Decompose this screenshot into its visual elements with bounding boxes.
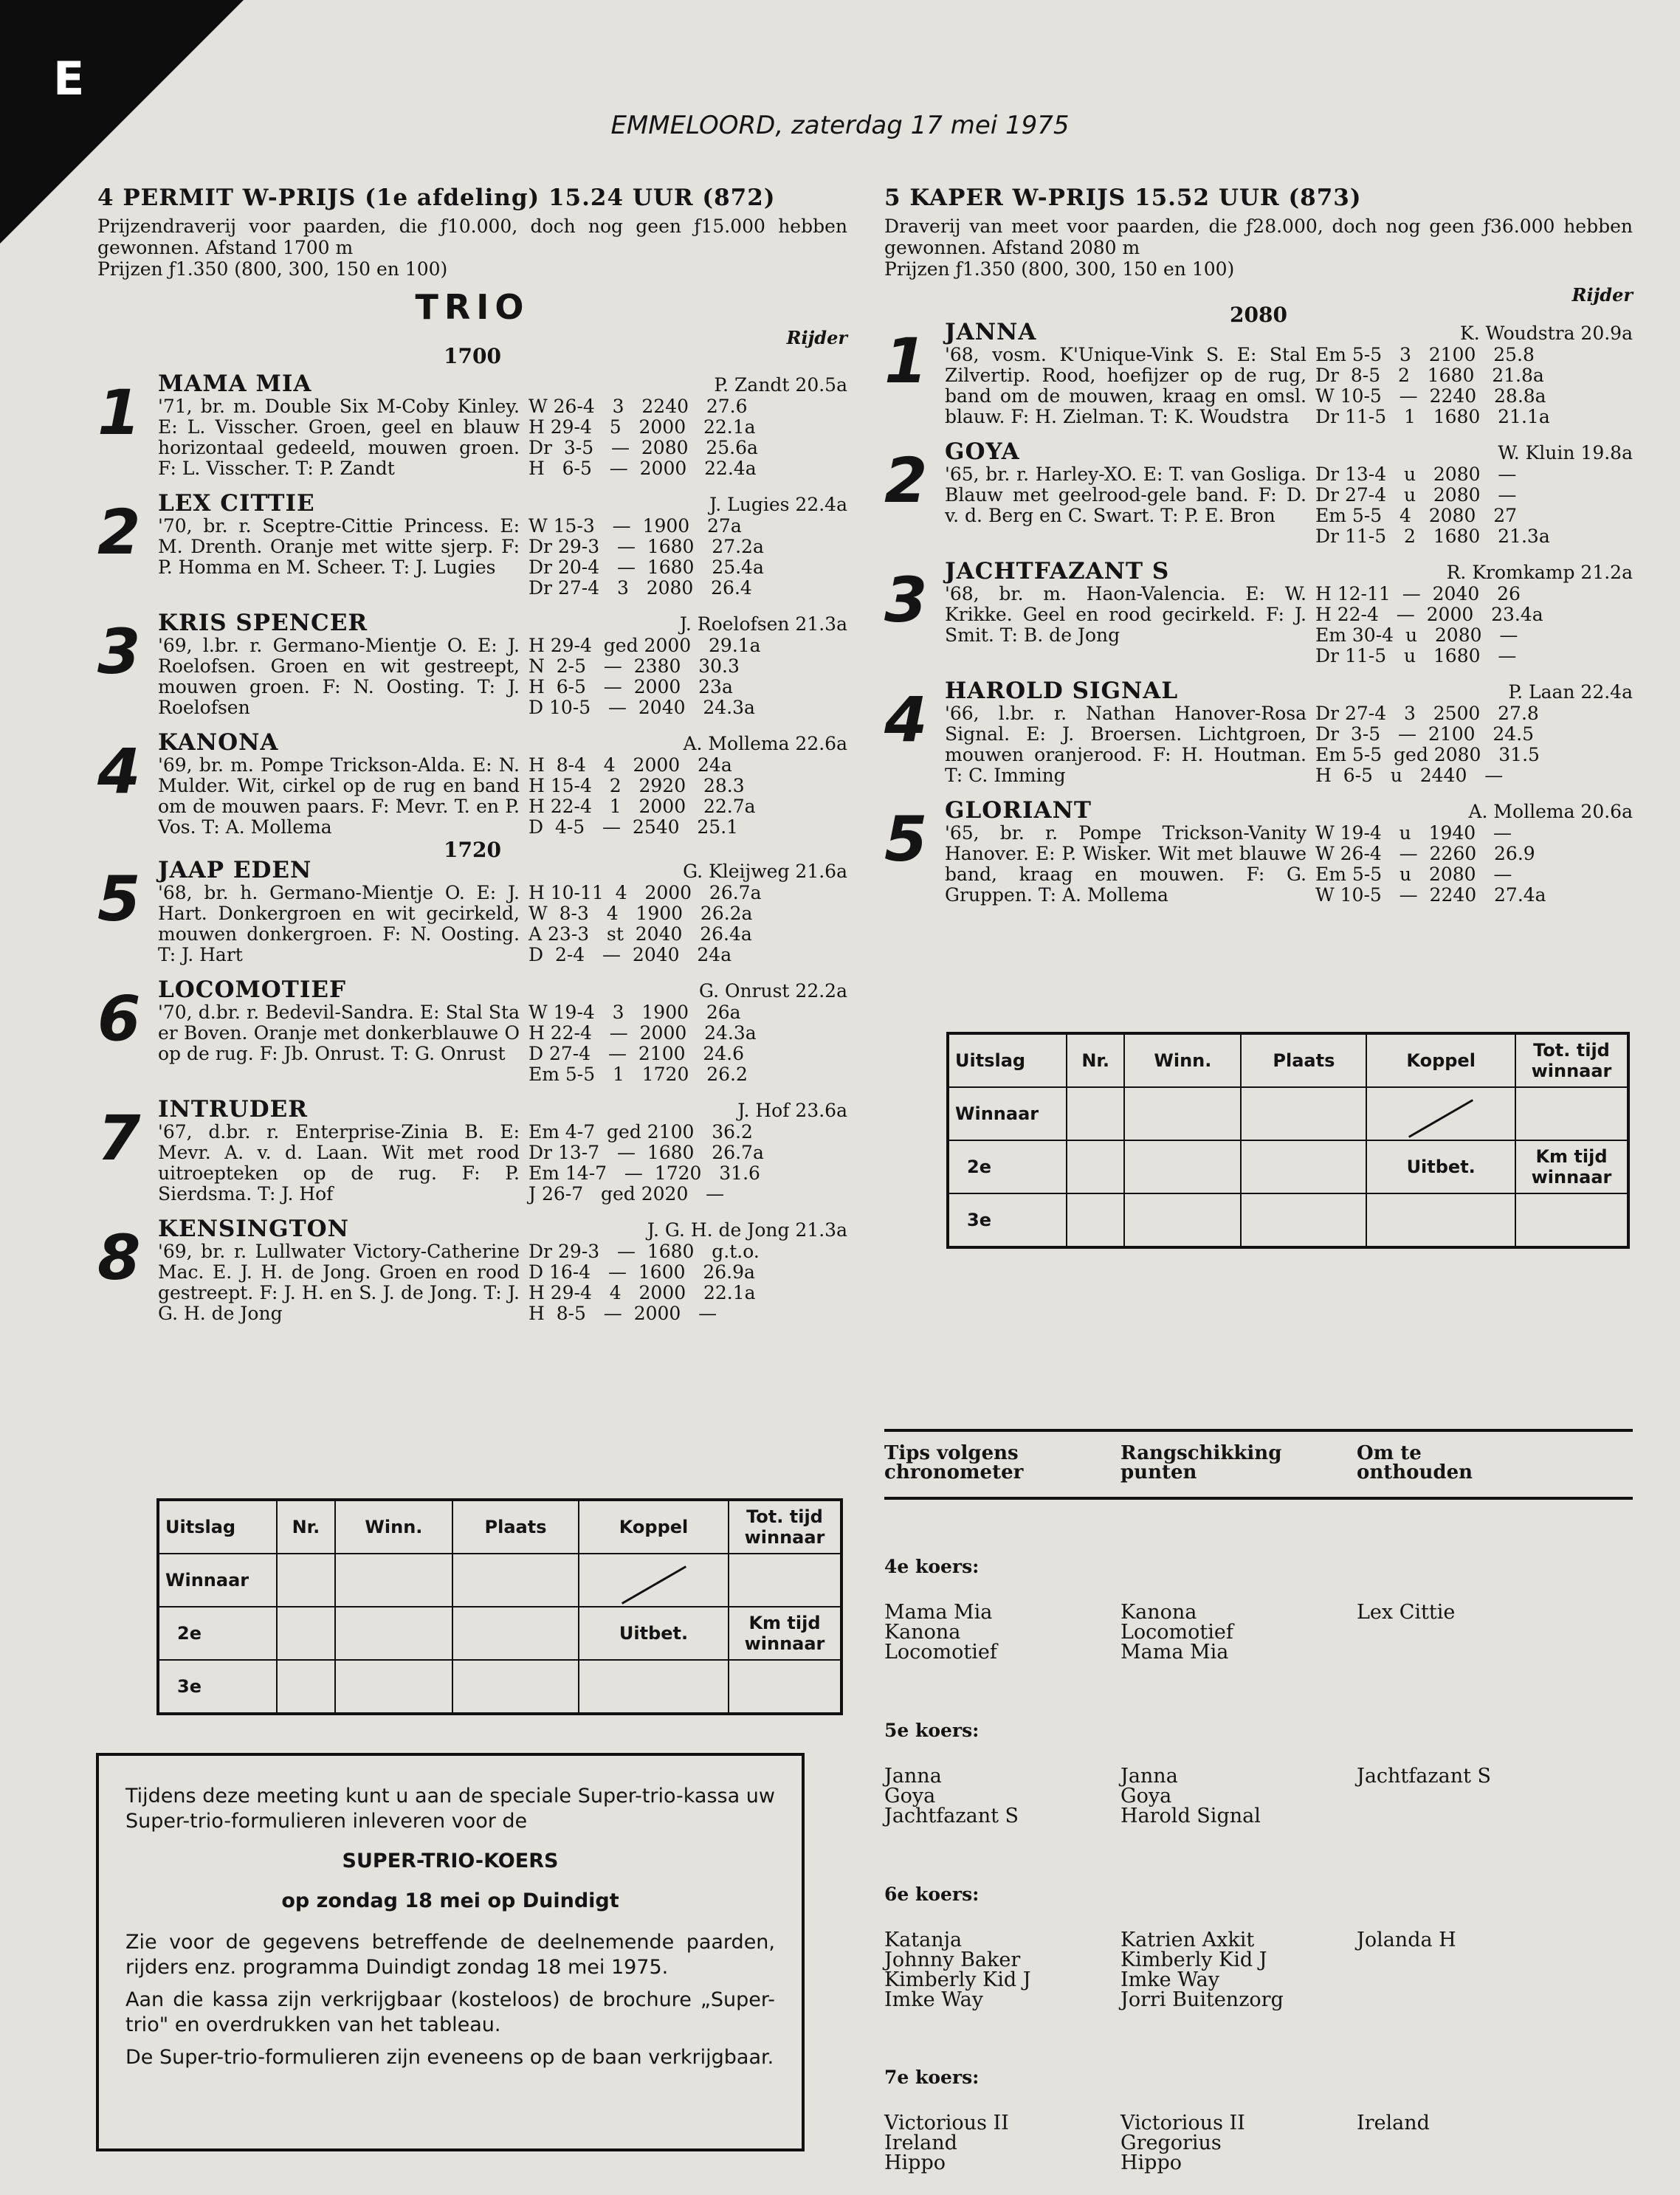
- cell: [277, 1660, 335, 1714]
- horse-entry: [884, 559, 1633, 666]
- horse-description: '65, br. r. Harley-XO. E: T. van Gosliga. Blauw met geelrood-gele band. F: D. v. d. Berg en C. Swart. T: P. E. Bron: [945, 464, 1307, 526]
- row-3e: 3e: [948, 1193, 1067, 1247]
- koers-label: 7e koers:: [884, 2067, 980, 2088]
- tip-horse: Mama Mia: [884, 1601, 993, 1624]
- tip-horse: Imke Way: [1120, 1968, 1219, 1991]
- koppel-slash: [1366, 1087, 1515, 1140]
- tips-column: [1357, 2113, 1430, 2173]
- tip-horse: Hippo: [1120, 2151, 1182, 2174]
- entry-number: 5: [884, 803, 928, 875]
- rider: J. Lugies 22.4a: [709, 494, 847, 515]
- cell: [452, 1607, 579, 1660]
- horse-entry: [884, 678, 1633, 786]
- rider: G. Onrust 22.2a: [698, 980, 847, 1002]
- tip-horse: Hippo: [884, 2151, 946, 2174]
- entry-number: 4: [884, 683, 928, 756]
- rider: P. Laan 22.4a: [1508, 681, 1633, 703]
- cell: [1124, 1140, 1241, 1193]
- col-plaats: Plaats: [452, 1500, 579, 1554]
- koers-label: 4e koers:: [884, 1556, 980, 1577]
- tip-horse: Kanona: [1120, 1601, 1197, 1624]
- rider: W. Kluin 19.8a: [1498, 442, 1633, 464]
- tip-horse: Harold Signal: [1120, 1805, 1261, 1827]
- cell: [277, 1607, 335, 1660]
- row-3e: 3e: [158, 1660, 277, 1714]
- race-5-description: Draverij van meet voor paarden, die ƒ28.000, doch nog geen ƒ36.000 hebben gewonnen. Afstand 2080 m: [884, 216, 1633, 258]
- col-nr: Nr.: [277, 1500, 335, 1554]
- super-trio-subtitle: op zondag 18 mei op Duindigt: [281, 1889, 619, 1912]
- horse-description: '66, l.br. r. Nathan Hanover-Rosa Signal. E: J. Broersen. Lichtgroen, mouwen oranjerood. F: H. Houtman. T: C. Imming: [945, 703, 1307, 786]
- tips-header: [884, 1429, 1633, 1482]
- uitbet-label: Uitbet.: [579, 1607, 729, 1660]
- tips-column: [1120, 1602, 1357, 1662]
- horse-name: LEX CITTIE: [158, 490, 315, 517]
- rider: A. Mollema 22.6a: [683, 733, 847, 754]
- horse-entry: [97, 730, 847, 838]
- horse-description: '70, d.br. r. Bedevil-Sandra. E: Stal Sta er Boven. Oranje met donkerblauwe O op de rug. F: Jb. Onrust. T: G. Onrust: [158, 1002, 520, 1064]
- tip-horse: Kimberly Kid J: [884, 1968, 1031, 1991]
- tip-horse: Victorious II: [884, 2112, 1009, 2134]
- tip-horse: Locomotief: [1120, 1621, 1233, 1644]
- race-5-title: 5 KAPER W-PRIJS 15.52 UUR (873): [884, 185, 1362, 211]
- rider: K. Woudstra 20.9a: [1460, 323, 1633, 344]
- recent-form: H 29-4 ged 2000 29.1a N 2-5 — 2380 30.3 H 6-5 — 2000 23a D 10-5 — 2040 24.3a: [529, 635, 761, 718]
- horse-name: JACHTFAZANT S: [945, 558, 1170, 585]
- horse-description: '69, br. m. Pompe Trickson-Alda. E: N. Mulder. Wit, cirkel op de rug en band om de mouwen paars. F: Mevr. T. en P. Vos. T: A. Mollema: [158, 754, 520, 838]
- horse-entry: [97, 977, 847, 1085]
- entry-number: 1: [97, 376, 141, 449]
- trio-label: TRIO: [415, 287, 530, 327]
- cell: [1515, 1087, 1628, 1140]
- koers-block: [884, 1884, 1633, 2010]
- col-winn: Winn.: [1124, 1033, 1241, 1087]
- super-trio-info: Zie voor de gegevens betreffende de deelnemende paarden, rijders enz. programma Duindigt zondag 18 mei 1975.: [125, 1931, 775, 1979]
- horse-description: '69, l.br. r. Germano-Mientje O. E: J. Roelofsen. Groen en wit gestreept, mouwen groen. F: N. Oosting. T: J. Roelofsen: [158, 635, 520, 718]
- horse-description: '71, br. m. Double Six M-Coby Kinley. E: L. Visscher. Groen, geel en blauw horizontaal gedeeld, mouwen groen. F: L. Visscher. T: P. Zandt: [158, 396, 520, 479]
- cell: [277, 1554, 335, 1607]
- recent-form: Dr 29-3 — 1680 g.t.o. D 16-4 — 1600 26.9a H 29-4 4 2000 22.1a H 8-5 — 2000 —: [529, 1241, 760, 1324]
- km-tijd-label: Km tijd winnaar: [1515, 1140, 1628, 1193]
- horse-entry: [97, 610, 847, 718]
- horse-name: INTRUDER: [158, 1096, 308, 1123]
- tip-horse: Ireland: [1357, 2112, 1430, 2134]
- result-table-race-5: [946, 1032, 1630, 1249]
- super-trio-box: [96, 1753, 805, 2151]
- koers-block: [884, 2067, 1633, 2173]
- tip-horse: Jachtfazant S: [1357, 1765, 1492, 1788]
- col-tot-tijd: Tot. tijd winnaar: [729, 1500, 841, 1554]
- koers-label: 5e koers:: [884, 1720, 980, 1741]
- recent-form: W 19-4 3 1900 26a H 22-4 — 2000 24.3a D 27-4 — 2100 24.6 Em 5-5 1 1720 26.2: [529, 1002, 757, 1085]
- cell: [335, 1607, 452, 1660]
- race-4: [97, 185, 847, 1336]
- koers-block: [884, 1720, 1633, 1826]
- cell: [452, 1660, 579, 1714]
- recent-form: W 26-4 3 2240 27.6 H 29-4 5 2000 22.1a Dr 3-5 — 2080 25.6a H 6-5 — 2000 22.4a: [529, 396, 758, 479]
- tip-horse: Ireland: [884, 2132, 957, 2154]
- cell: [335, 1554, 452, 1607]
- tips-column: [1120, 1766, 1357, 1826]
- horse-description: '65, br. r. Pompe Trickson-Vanity Hanover. E: P. Wisker. Wit met blauwe band, kraag en mouwen. F: G. Gruppen. T: A. Mollema: [945, 822, 1307, 906]
- entry-number: 2: [884, 444, 928, 517]
- tip-horse: Katanja: [884, 1929, 963, 1951]
- entry-number: 3: [884, 564, 928, 636]
- tip-horse: Imke Way: [884, 1988, 983, 2011]
- cell: [452, 1554, 579, 1607]
- cell: [1515, 1193, 1628, 1247]
- tip-horse: Janna: [1120, 1765, 1178, 1788]
- cell: [1067, 1140, 1124, 1193]
- horse-name: GLORIANT: [945, 797, 1092, 824]
- horse-entry: [97, 491, 847, 599]
- rider: R. Kromkamp 21.2a: [1446, 562, 1633, 583]
- koers-block: [884, 1556, 1633, 1662]
- tips-column: [884, 2113, 1120, 2173]
- entry-number: 3: [97, 616, 141, 688]
- col-koppel: Koppel: [1366, 1033, 1515, 1087]
- horse-description: '69, br. r. Lullwater Victory-Catherine Mac. E. J. H. de Jong. Groen en rood gestreept. F: J. H. en S. J. de Jong. T: J. G. H. de Jong: [158, 1241, 520, 1324]
- tips-column: [884, 1930, 1120, 2010]
- horse-entry: [97, 1097, 847, 1205]
- cell: [1366, 1193, 1515, 1247]
- race-5: [884, 185, 1633, 917]
- row-2e: 2e: [158, 1607, 277, 1660]
- rider: P. Zandt 20.5a: [714, 374, 847, 396]
- col-winn: Winn.: [335, 1500, 452, 1554]
- col-uitslag: Uitslag: [948, 1033, 1067, 1087]
- horse-name: KANONA: [158, 729, 279, 756]
- col-koppel: Koppel: [579, 1500, 729, 1554]
- tip-horse: Gregorius: [1120, 2132, 1222, 2154]
- rijder-label: Rijder: [786, 327, 847, 348]
- koppel-slash: [579, 1554, 729, 1607]
- recent-form: H 10-11 4 2000 26.7a W 8-3 4 1900 26.2a A 23-3 st 2040 26.4a D 2-4 — 2040 24a: [529, 882, 762, 965]
- cell: [1067, 1087, 1124, 1140]
- row-2e: 2e: [948, 1140, 1067, 1193]
- recent-form: Dr 13-4 u 2080 — Dr 27-4 u 2080 — Em 5-5 4 2080 27 Dr 11-5 2 1680 21.3a: [1315, 464, 1550, 547]
- horse-name: LOCOMOTIEF: [158, 976, 347, 1003]
- col-uitslag: Uitslag: [158, 1500, 277, 1554]
- horse-name: JAAP EDEN: [158, 857, 312, 883]
- section-letter: E: [53, 52, 85, 106]
- tips-column: [1357, 1930, 1456, 2010]
- row-winnaar: Winnaar: [948, 1087, 1067, 1140]
- horse-entry: [884, 320, 1633, 427]
- tip-horse: Jorri Buitenzorg: [1120, 1988, 1284, 2011]
- distance-label: 2080: [1230, 303, 1287, 327]
- col-plaats: Plaats: [1241, 1033, 1366, 1087]
- horse-description: '68, br. m. Haon-Valencia. E: W. Krikke. Geel en rood gecirkeld. F: J. Smit. T: B. de Jong: [945, 583, 1307, 646]
- rider: J. Hof 23.6a: [737, 1100, 847, 1121]
- super-trio-brochure: Aan die kassa zijn verkrijgbaar (kosteloos) de brochure „Super-trio" en overdrukken van het tableau.: [125, 1988, 775, 2036]
- recent-form: Dr 27-4 3 2500 27.8 Dr 3-5 — 2100 24.5 Em 5-5 ged 2080 31.5 H 6-5 u 2440 —: [1315, 703, 1540, 786]
- horse-name: JANNA: [945, 319, 1037, 345]
- page-header: EMMELOORD, zaterdag 17 mei 1975: [610, 111, 1070, 140]
- entry-number: 5: [97, 863, 141, 935]
- race-4-prizes: Prijzen ƒ1.350 (800, 300, 150 en 100): [97, 258, 448, 280]
- tip-horse: Locomotief: [884, 1641, 997, 1664]
- km-tijd-label: Km tijd winnaar: [729, 1607, 841, 1660]
- cell: [1124, 1193, 1241, 1247]
- rijder-label: Rijder: [1571, 284, 1633, 306]
- cell: [579, 1660, 729, 1714]
- horse-entry: [884, 798, 1633, 906]
- col-nr: Nr.: [1067, 1033, 1124, 1087]
- tips-col-chronometer: Tips volgens chronometer: [884, 1442, 1024, 1484]
- horse-name: KENSINGTON: [158, 1216, 350, 1242]
- tips-column: [1120, 2113, 1357, 2173]
- tip-horse: Mama Mia: [1120, 1641, 1229, 1664]
- entry-number: 1: [884, 325, 928, 397]
- entry-number: 4: [97, 735, 141, 807]
- horse-name: KRIS SPENCER: [158, 610, 368, 636]
- cell: [729, 1554, 841, 1607]
- race-4-title: 4 PERMIT W-PRIJS (1e afdeling) 15.24 UUR (872): [97, 185, 776, 211]
- rider: J. Roelofsen 21.3a: [679, 613, 847, 635]
- horse-name: MAMA MIA: [158, 371, 312, 397]
- tip-horse: Kimberly Kid J: [1120, 1948, 1267, 1971]
- uitbet-label: Uitbet.: [1366, 1140, 1515, 1193]
- tips-column: [884, 1766, 1120, 1826]
- tips-column: [1120, 1930, 1357, 2010]
- horse-description: '68, br. h. Germano-Mientje O. E: J. Hart. Donkergroen en wit gecirkeld, mouwen donkergroen. F: N. Oosting. T: J. Hart: [158, 882, 520, 965]
- race-4-description: Prijzendraverij voor paarden, die ƒ10.000, doch nog geen ƒ15.000 hebben gewonnen. Afstand 1700 m: [97, 216, 847, 258]
- cell: [1241, 1193, 1366, 1247]
- horse-name: HAROLD SIGNAL: [945, 678, 1179, 704]
- distance-label: 1720: [444, 838, 501, 862]
- super-trio-forms: De Super-trio-formulieren zijn eveneens op de baan verkrijgbaar.: [125, 2046, 774, 2069]
- horse-name: GOYA: [945, 438, 1020, 465]
- recent-form: W 15-3 — 1900 27a Dr 29-3 — 1680 27.2a Dr 20-4 — 1680 25.4a Dr 27-4 3 2080 26.4: [529, 515, 764, 599]
- distance-label: 1700: [444, 344, 501, 368]
- horse-description: '67, d.br. r. Enterprise-Zinia B. E: Mevr. A. v. d. Laan. Wit met rood uitroepteken op de rug. F: P. Sierdsma. T: J. Hof: [158, 1121, 520, 1205]
- rider: G. Kleijweg 21.6a: [683, 861, 847, 882]
- rider: J. G. H. de Jong 21.3a: [647, 1219, 847, 1241]
- tip-horse: Jachtfazant S: [884, 1805, 1019, 1827]
- rider: A. Mollema 20.6a: [1468, 801, 1633, 822]
- horse-entry: [97, 1216, 847, 1324]
- koers-label: 6e koers:: [884, 1884, 980, 1905]
- tip-horse: Goya: [1120, 1785, 1172, 1808]
- horse-entry: [97, 858, 847, 965]
- super-trio-intro: Tijdens deze meeting kunt u aan de speciale Super-trio-kassa uw Super-trio-formulieren inleveren voor de: [125, 1785, 775, 1833]
- horse-entry: [97, 371, 847, 479]
- tip-horse: Victorious II: [1120, 2112, 1245, 2134]
- entry-number: 2: [97, 496, 141, 568]
- cell: [1067, 1193, 1124, 1247]
- tips-column: [884, 1602, 1120, 1662]
- tip-horse: Katrien Axkit: [1120, 1929, 1255, 1951]
- tip-horse: Johnny Baker: [884, 1948, 1021, 1971]
- cell: [1241, 1087, 1366, 1140]
- cell: [1124, 1087, 1241, 1140]
- race-5-prizes: Prijzen ƒ1.350 (800, 300, 150 en 100): [884, 258, 1235, 280]
- cell: [729, 1660, 841, 1714]
- recent-form: W 19-4 u 1940 — W 26-4 — 2260 26.9 Em 5-5 u 2080 — W 10-5 — 2240 27.4a: [1315, 822, 1546, 906]
- recent-form: H 8-4 4 2000 24a H 15-4 2 2920 28.3 H 22-4 1 2000 22.7a D 4-5 — 2540 25.1: [529, 754, 756, 838]
- tip-horse: Kanona: [884, 1621, 961, 1644]
- tip-horse: Jolanda H: [1357, 1929, 1456, 1951]
- tip-horse: Goya: [884, 1785, 936, 1808]
- recent-form: Em 4-7 ged 2100 36.2 Dr 13-7 — 1680 26.7a Em 14-7 — 1720 31.6 J 26-7 ged 2020 —: [529, 1121, 764, 1205]
- horse-description: '70, br. r. Sceptre-Cittie Princess. E: M. Drenth. Oranje met witte sjerp. F: P. Homma en M. Scheer. T: J. Lugies: [158, 515, 520, 578]
- recent-form: H 12-11 — 2040 26 H 22-4 — 2000 23.4a Em 30-4 u 2080 — Dr 11-5 u 1680 —: [1315, 583, 1543, 666]
- horse-entry: [884, 439, 1633, 547]
- col-tot-tijd: Tot. tijd winnaar: [1515, 1033, 1628, 1087]
- tips-divider: [884, 1497, 1633, 1500]
- tip-horse: Janna: [884, 1765, 942, 1788]
- cell: [1241, 1140, 1366, 1193]
- tips-col-onthouden: Om te onthouden: [1357, 1442, 1473, 1484]
- entry-number: 7: [97, 1102, 141, 1174]
- horse-description: '68, vosm. K'Unique-Vink S. E: Stal Zilvertip. Rood, hoefijzer op de rug, band om de mouwen, kraag en omsl. blauw. F: H. Zielman. T: K. Woudstra: [945, 344, 1307, 427]
- result-table-race-4: [156, 1498, 843, 1715]
- super-trio-title: SUPER-TRIO-KOERS: [342, 1850, 559, 1872]
- cell: [335, 1660, 452, 1714]
- tips-column: [1357, 1602, 1455, 1662]
- tip-horse: Lex Cittie: [1357, 1601, 1456, 1624]
- tips-column: [1357, 1766, 1491, 1826]
- entry-number: 8: [97, 1221, 141, 1294]
- recent-form: Em 5-5 3 2100 25.8 Dr 8-5 2 1680 21.8a W 10-5 — 2240 28.8a Dr 11-5 1 1680 21.1a: [1315, 344, 1550, 427]
- row-winnaar: Winnaar: [158, 1554, 277, 1607]
- entry-number: 6: [97, 982, 141, 1055]
- tips-col-rangschikking: Rangschikking punten: [1120, 1442, 1282, 1484]
